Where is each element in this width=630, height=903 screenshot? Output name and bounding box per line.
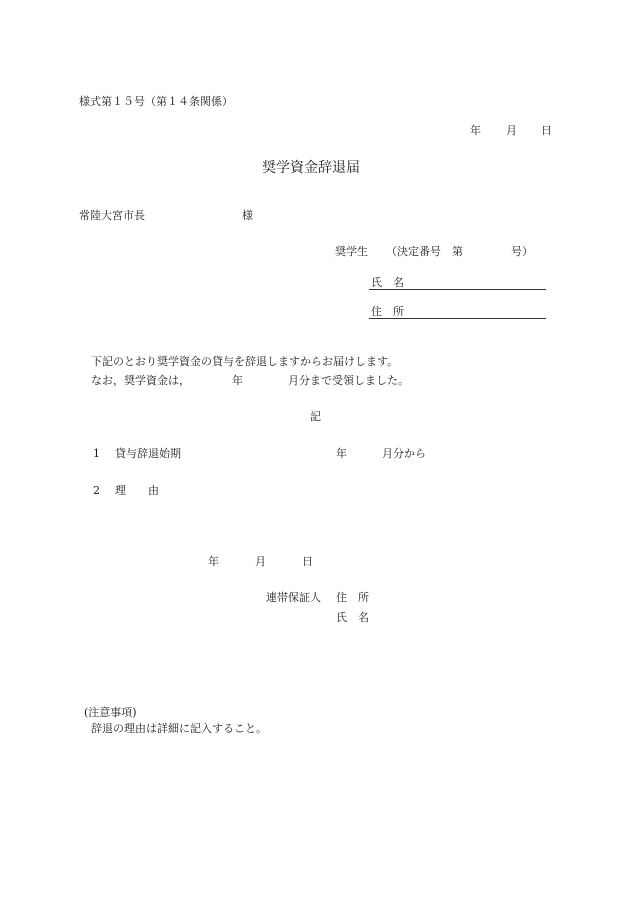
item-1-suffix: 月分から	[382, 447, 426, 460]
document-title: 奨学資金辞退届	[262, 160, 360, 176]
applicant-name-label: 氏 名	[371, 276, 404, 289]
addressee-honorific: 様	[242, 209, 253, 222]
applicant-address-line	[369, 318, 546, 319]
body-line-2-suffix: 月分まで受領しました。	[288, 374, 409, 387]
date-top-month: 月	[506, 124, 517, 137]
item-2-label: 理 由	[115, 484, 159, 497]
date-bottom-year: 年	[208, 555, 219, 568]
body-line-1: 下記のとおり奨学資金の貸与を辞退しますからお届けします。	[91, 355, 399, 368]
decision-number-suffix: 号）	[511, 245, 533, 258]
guarantor-name-label: 氏 名	[336, 611, 369, 624]
decision-number-prefix: （決定番号 第	[386, 245, 463, 258]
notes-text: 辞退の理由は詳細に記入すること。	[91, 722, 267, 735]
item-1-year: 年	[336, 447, 347, 460]
applicant-name-line	[369, 289, 546, 290]
guarantor-label: 連帯保証人	[266, 591, 321, 604]
date-bottom-month: 月	[255, 555, 266, 568]
item-1-number: 1	[93, 447, 100, 460]
date-top-day: 日	[541, 124, 552, 137]
ki-marker: 記	[310, 410, 321, 423]
applicant-address-label: 住 所	[371, 305, 404, 318]
date-bottom-day: 日	[302, 555, 313, 568]
form-number: 様式第１５号（第１４条関係）	[79, 95, 233, 108]
applicant-label: 奨学生	[335, 245, 368, 258]
addressee-name: 常陸大宮市長	[79, 209, 145, 222]
body-line-2-prefix: なお，奨学資金は，	[91, 374, 190, 387]
date-top-year: 年	[470, 124, 481, 137]
item-2-number: 2	[93, 484, 100, 497]
item-1-label: 貸与辞退始期	[115, 447, 181, 460]
body-line-2-year: 年	[232, 374, 243, 387]
guarantor-address-label: 住 所	[336, 591, 369, 604]
notes-heading: (注意事項)	[84, 706, 137, 719]
